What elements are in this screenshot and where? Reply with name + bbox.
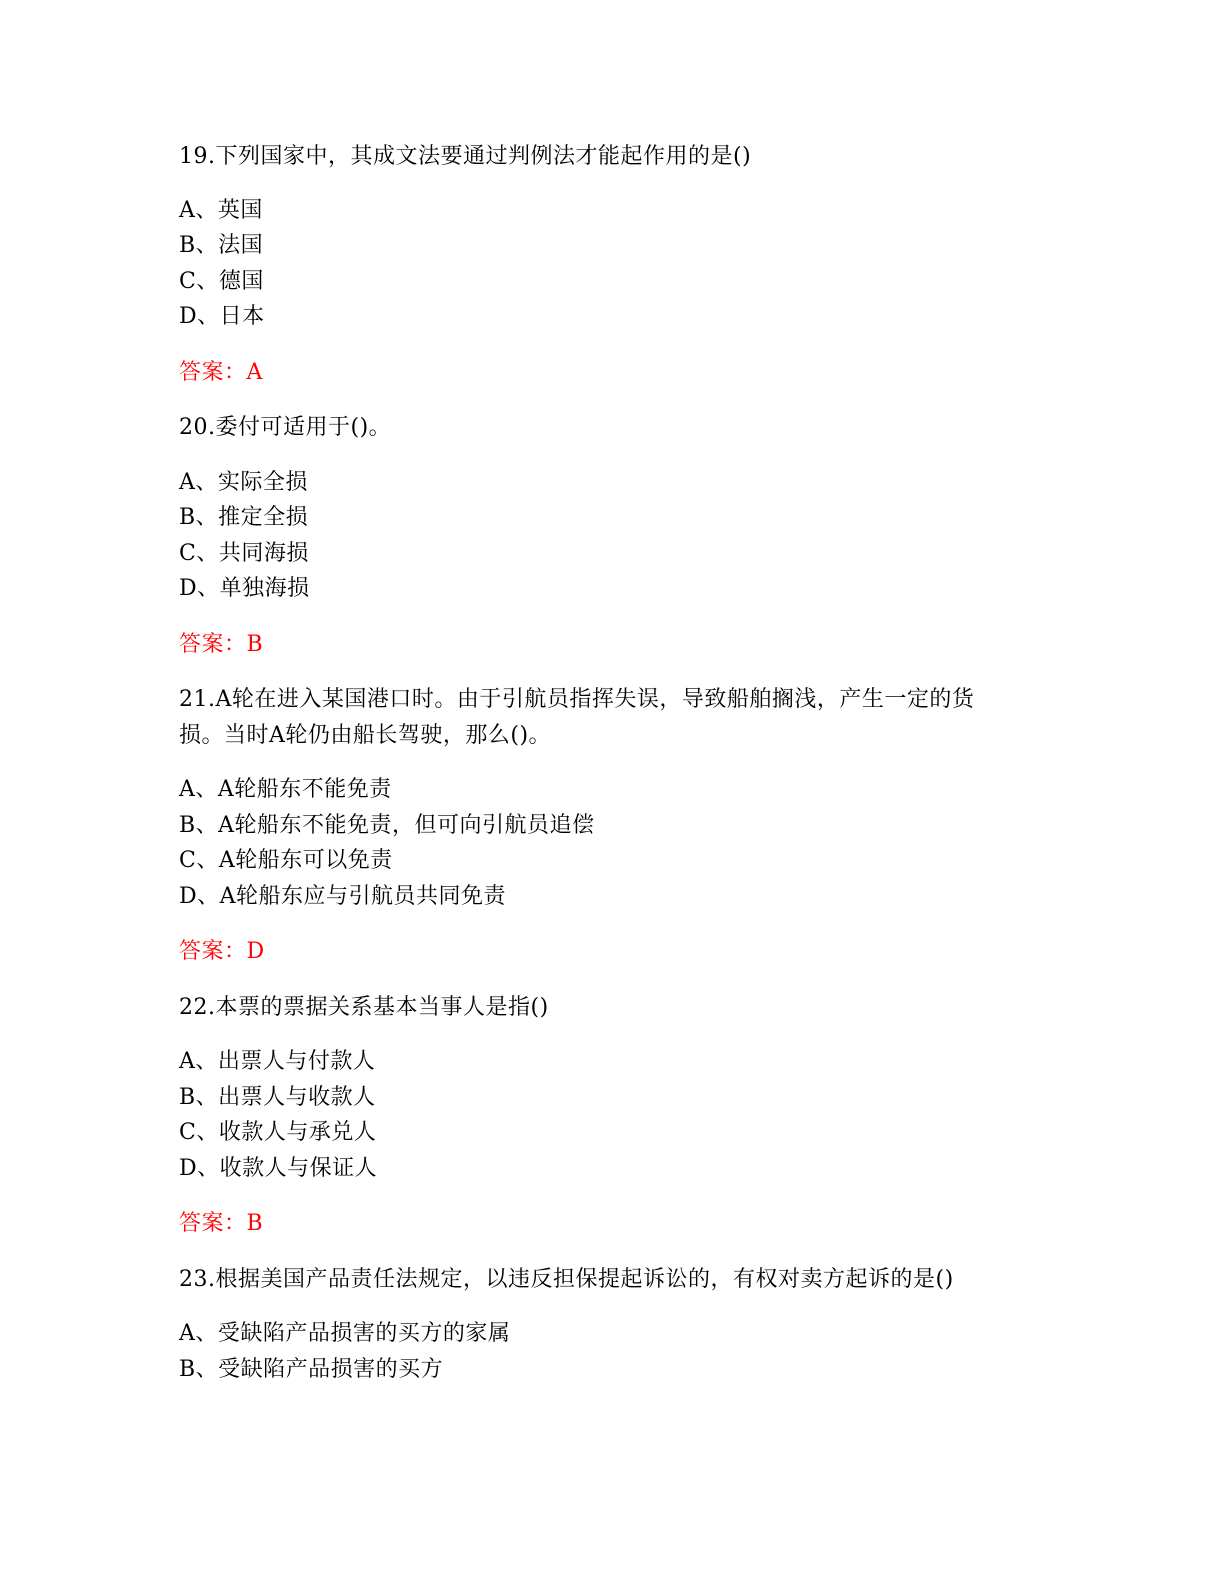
question-22-option-c: C、收款人与承兑人 — [179, 1120, 377, 1145]
question-20-option-d: D、单独海损 — [179, 576, 310, 601]
question-19-option-c: C、德国 — [179, 269, 264, 294]
question-20-option-a: A、实际全损 — [179, 470, 308, 495]
question-23-option-b: B、受缺陷产品损害的买方 — [179, 1357, 444, 1382]
question-19-option-a: A、英国 — [179, 198, 263, 223]
question-21-option-d: D、A轮船东应与引航员共同免责 — [179, 884, 507, 909]
question-21-stem-line-2: 损。当时A轮仍由船长驾驶，那么()。 — [179, 723, 552, 748]
question-22-stem: 22.本票的票据关系基本当事人是指() — [179, 995, 549, 1020]
question-21-stem-line-1: 21.A轮在进入某国港口时。由于引航员指挥失误，导致船舶搁浅，产生一定的货 — [179, 687, 975, 712]
question-22-option-d: D、收款人与保证人 — [179, 1156, 378, 1181]
question-23-stem: 23.根据美国产品责任法规定，以违反担保提起诉讼的，有权对卖方起诉的是() — [179, 1267, 954, 1292]
question-22-option-a: A、出票人与付款人 — [179, 1049, 376, 1074]
question-23-option-a: A、受缺陷产品损害的买方的家属 — [179, 1321, 511, 1346]
question-21-option-b: B、A轮船东不能免责，但可向引航员追偿 — [179, 813, 595, 838]
question-20-option-b: B、推定全损 — [179, 505, 309, 530]
question-20-answer: 答案：B — [179, 632, 264, 657]
question-19-option-d: D、日本 — [179, 304, 265, 329]
question-22-answer: 答案：B — [179, 1211, 264, 1236]
question-19-stem: 19.下列国家中，其成文法要通过判例法才能起作用的是() — [179, 144, 752, 169]
question-19-answer: 答案：A — [179, 360, 263, 385]
question-22-option-b: B、出票人与收款人 — [179, 1085, 376, 1110]
question-21-option-c: C、A轮船东可以免责 — [179, 848, 393, 873]
question-21-answer: 答案：D — [179, 939, 265, 964]
question-20-stem: 20.委付可适用于()。 — [179, 415, 392, 440]
question-20-option-c: C、共同海损 — [179, 541, 309, 566]
question-19-option-b: B、法国 — [179, 233, 264, 258]
question-21-option-a: A、A轮船东不能免责 — [179, 777, 392, 802]
